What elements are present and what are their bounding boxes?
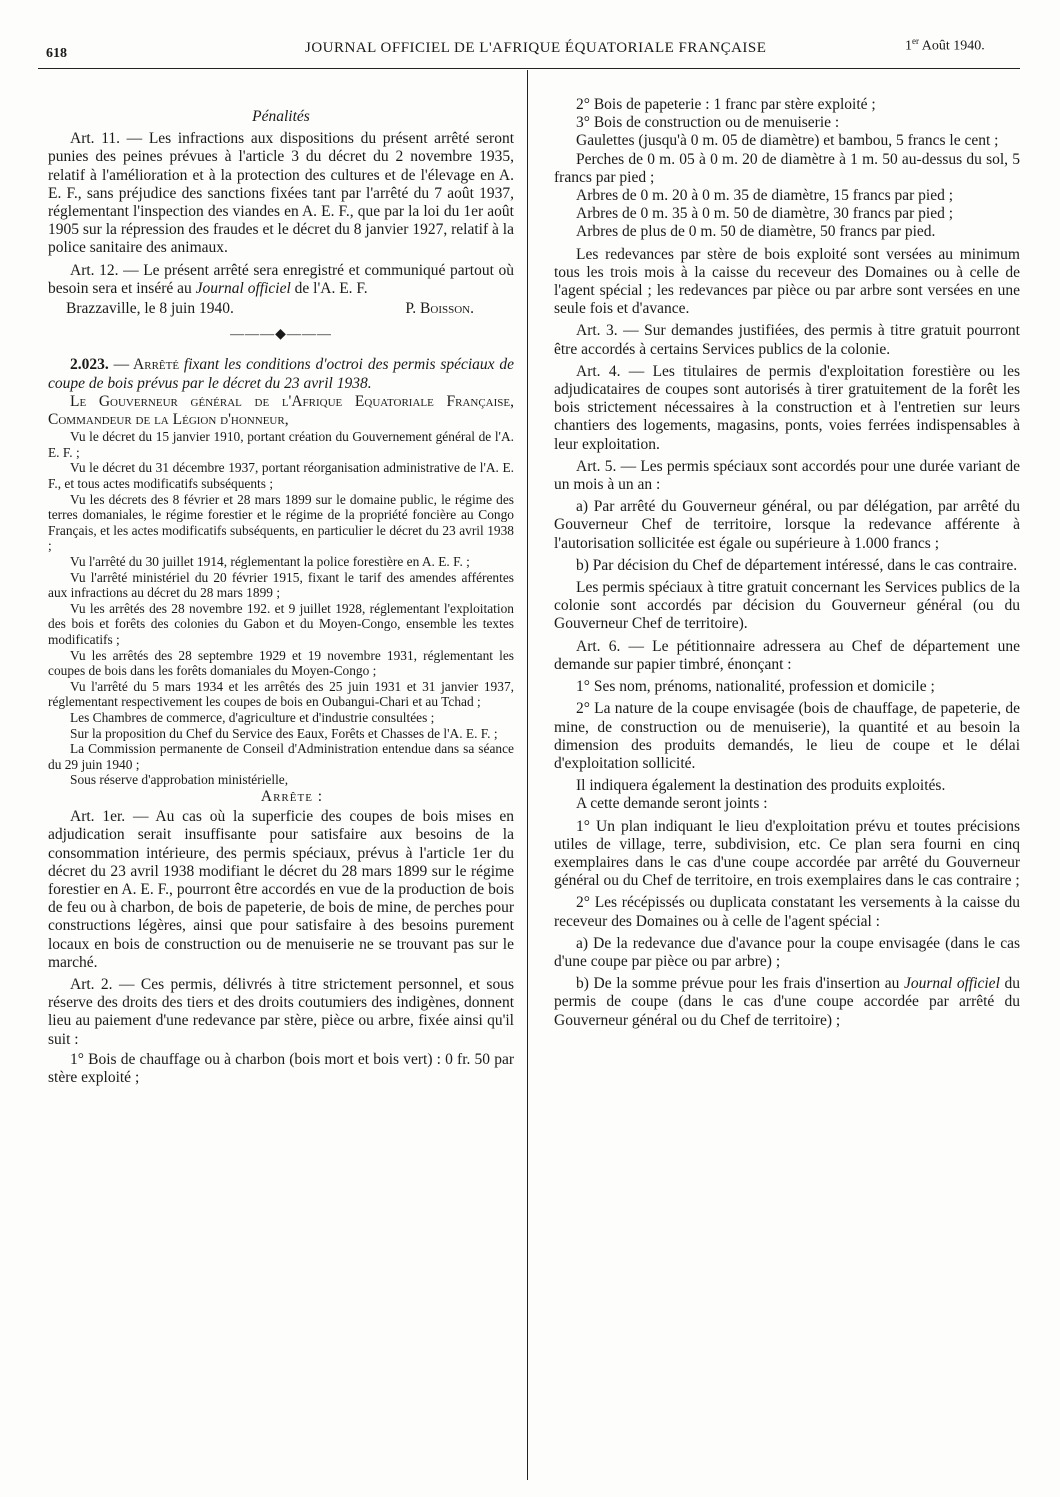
page-header: [0, 30, 1060, 70]
article-2: Art. 2. — Ces permis, délivrés à titre strictement personnel, et sous réserve des droits des tiers et des droits coutumiers des indigènes, donnent lieu au paiement d'une redevance par stère, pièce ou arbre, fixée ainsi qu'il suit :: [48, 975, 514, 1048]
signature-place-date: Brazzaville, le 8 juin 1940.: [66, 300, 234, 318]
signature-row: [48, 300, 514, 318]
article-1: Art. 1er. — Au cas où la superficie des coupes de bois mises en adjudication serait insuffisante pour satisfaire aux besoins de la consommation intérieure, des permis spéciaux, prévus à l'article 1er du décret du 23 avril 1938 modifiant le décret du 28 mars 1899 sur le régime forestier en A. E. F., pourront être accordés en vue de la production de bois de feu ou à charbon, de bois de papeterie, de bois de mine, de perches pour constructions légères, ainsi que pour satisfaire à des besoins purement locaux en bois de construction ou de menuiserie ne se trouvant pas sur le marché.: [48, 808, 514, 971]
visa-item: Vu l'arrêté ministériel du 20 février 1915, fixant le tarif des amendes afférentes aux infractions au décret du 28 mars 1899 ;: [48, 569, 514, 601]
issue-date: 1er Août 1940.: [905, 36, 985, 54]
visa-item: La Commission permanente de Conseil d'Administration entendue dans sa séance du 29 juin 1940 ;: [48, 741, 514, 772]
article-6-joints: A cette demande seront joints :: [576, 795, 768, 813]
visa-item: Vu le décret du 15 janvier 1910, portant création du Gouvernement général de l'A. E. F. ;: [48, 429, 514, 460]
article-5: Art. 5. — Les permis spéciaux sont accordés pour une durée variant de un mois à un an :: [554, 457, 1020, 494]
decree-heading: 2.023. — Arrêté fixant les conditions d'octroi des permis spéciaux de coupe de bois prévus par le décret du 23 avril 1938.: [48, 356, 515, 392]
signature-name: P. Boisson.: [405, 300, 474, 318]
article-5-a: a) Par arrêté du Gouverneur général, ou par délégation, par arrêté du Gouverneur Chef de territoire, lorsque la redevance afférente à l'autorisation sollicitée est égale ou supérieure à 1.000 francs ;: [554, 498, 1020, 552]
visas-list: [48, 429, 514, 788]
article-5-gratuit: Les permis spéciaux à titre gratuit concernant les Services publics de la colonie sont accordés par décision du Gouverneur général (ou du Gouverneur Chef de territoire).: [554, 579, 1020, 633]
rate-arbres-plus-50: Arbres de plus de 0 m. 50 de diamètre, 50 francs par pied.: [576, 223, 936, 241]
joint-item-1: 1° Un plan indiquant le lieu d'exploitation prévu et toutes précisions utiles de village, terre, subdivision, etc. Ce plan sera fourni en cinq exemplaires dans le cas d'une coupe accordée par arrêté du Gouverneur général ou du Chef de territoire, en trois exemplaires dans le cas contraire ;: [554, 817, 1020, 890]
article-4: Art. 4. — Les titulaires de permis d'exploitation forestière ou les adjudicataires de coupes sont autorisés à tirer gratuitement de la forêt les bois strictement nécessaires à la construction et à l'entretien sur leurs chantiers des logements, magasins, ponts, voies ferrées indispensables à leur exploitation.: [554, 362, 1020, 453]
header-rule: [38, 68, 1020, 69]
article-2-item-3: 3° Bois de construction ou de menuiserie :: [576, 114, 840, 132]
visa-item: Vu les arrêtés des 28 septembre 1929 et 19 novembre 1931, réglementant les coupes de bois dans les forêts domaniales du Moyen-Congo ;: [48, 647, 514, 679]
left-column: [48, 108, 514, 1087]
joint-item-2: 2° Les récépissés ou duplicata constatant les versements à la caisse du receveur des Domaines ou à celle de l'agent spécial :: [554, 894, 1020, 930]
redevances-paragraph: Les redevances par stère de bois exploité sont versées au minimum tous les trois mois à la caisse du receveur des Domaines ou à celle de l'agent spécial ; les redevances par pièce ou par arbre sont versées en une seule fois et d'avance.: [554, 245, 1020, 318]
visa-item: Vu les arrêtés des 28 novembre 192. et 9 juillet 1928, réglementant l'exploitation des bois et forêts des colonies du Gabon et du Moyen-Congo, ensemble les textes modificatifs ;: [48, 600, 514, 647]
rate-arbres-20-35: Arbres de 0 m. 20 à 0 m. 35 de diamètre, 15 francs par pied ;: [576, 187, 954, 205]
visa-item: Les Chambres de commerce, d'agriculture et d'industrie consultées ;: [70, 709, 435, 725]
article-2-item-1: 1° Bois de chauffage ou à charbon (bois mort et bois vert) : 0 fr. 50 par stère exploité ;: [48, 1050, 514, 1086]
governor-preamble: Le Gouverneur général de l'Afrique Equatoriale Française, Commandeur de la Légion d'honneur,: [48, 392, 514, 429]
joint-item-2-a: a) De la redevance due d'avance pour la coupe envisagée (dans le cas d'une coupe par pièce ou par arbre) ;: [554, 934, 1020, 970]
visa-item: Vu le décret du 31 décembre 1937, portant réorganisation administrative de l'A. E. F., et tous actes modificatifs subséquents ;: [48, 460, 514, 492]
article-6-item-2: 2° La nature de la coupe envisagée (bois de chauffage, de papeterie, de mine, de construction ou de menuiserie), la quantité et au besoin la dimension des produits demandés, le lieu de coupe et le délai d'exploitation sollicité.: [554, 700, 1020, 772]
article-6: Art. 6. — Le pétitionnaire adressera au Chef de département une demande sur papier timbré, énonçant :: [554, 637, 1020, 673]
journal-title: JOURNAL OFFICIEL DE L'AFRIQUE ÉQUATORIALE FRANÇAISE: [305, 40, 767, 56]
rate-perches: Perches de 0 m. 05 à 0 m. 20 de diamètre à 1 m. 50 au-dessus du sol, 5 francs par pied ;: [554, 150, 1020, 186]
article-6-destination: Il indiquera également la destination des produits exploités.: [576, 777, 946, 795]
arrete-heading: Arrête :: [260, 787, 324, 805]
section-separator: ———◆———: [230, 327, 332, 343]
rate-gaulettes: Gaulettes (jusqu'à 0 m. 05 de diamètre) et bambou, 5 francs le cent ;: [576, 132, 999, 150]
section-title-penalites: Pénalités: [252, 108, 310, 125]
article-12: Art. 12. — Le présent arrêté sera enregistré et communiqué partout où besoin sera et inséré au Journal officiel de l'A. E. F.: [48, 261, 514, 297]
visa-item: Sur la proposition du Chef du Service des Eaux, Forêts et Chasses de l'A. E. F. ;: [70, 725, 498, 741]
rate-arbres-35-50: Arbres de 0 m. 35 à 0 m. 50 de diamètre, 30 francs par pied ;: [576, 205, 954, 223]
visa-item: Sous réserve d'approbation ministérielle,: [70, 772, 289, 788]
visa-item: Vu l'arrêté du 30 juillet 1914, réglementant la police forestière en A. E. F. ;: [70, 554, 470, 569]
right-column: [554, 96, 1020, 1030]
article-5-b: b) Par décision du Chef de département intéressé, dans le cas contraire.: [576, 556, 1018, 574]
joint-item-2-b: b) De la somme prévue pour les frais d'insertion au Journal officiel du permis de coupe (dans le cas d'une coupe accordée par arrêté du Gouverneur général ou du Chef de territoire) ;: [554, 975, 1021, 1029]
article-11: Art. 11. — Les infractions aux dispositions du présent arrêté seront punies des peines prévues à l'article 3 du décret du 2 novembre 1935, relatif à l'amélioration et à la protection des cultures et de l'élevage en A. E. F., sans préjudice des sanctions fixées tant par l'arrêté du 7 août 1937, réglementant l'inspection des viandes en A. E. F., que par la loi du 1er août 1905 sur la répression des fraudes et le décret du 8 janvier 1927, relatif à la police sanitaire des animaux.: [48, 130, 514, 257]
visa-item: Vu les décrets des 8 février et 28 mars 1899 sur le domaine public, le régime des terres domaniales, le régime forestier et le régime de la propriété foncière au Congo Français, et les actes modificatifs subséquents, en particulier le décret du 23 avril 1938 ;: [48, 491, 514, 554]
article-6-item-1: 1° Ses nom, prénoms, nationalité, profession et domicile ;: [576, 678, 935, 696]
visa-item: Vu l'arrêté du 5 mars 1934 et les arrêtés des 25 juin 1931 et 31 janvier 1937, réglementant respectivement les coupes de bois en Oubangui-Chari et au Tchad ;: [48, 678, 514, 710]
column-divider: [527, 70, 528, 1480]
article-3: Art. 3. — Sur demandes justifiées, des permis à titre gratuit pourront être accordés à certains Services publics de la colonie.: [554, 322, 1020, 358]
page-number: 618: [46, 46, 67, 61]
article-2-item-2: 2° Bois de papeterie : 1 franc par stère exploité ;: [576, 96, 876, 113]
